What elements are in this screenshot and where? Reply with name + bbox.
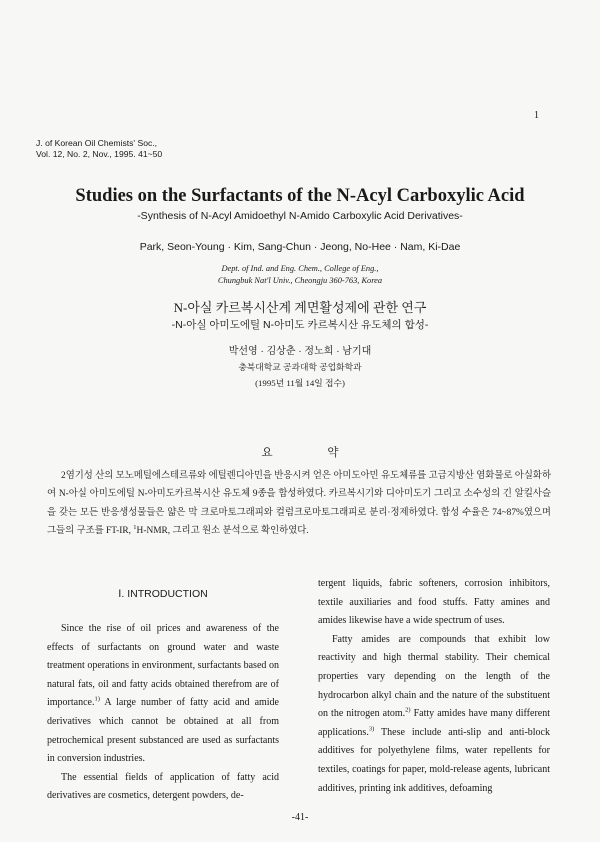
- abstract-body: [47, 467, 551, 541]
- intro-p3-text-c: These include anti-slip and anti-block additives for polyethylene films, water repellents for textiles, coatings for paper, mold-release agents, lubricant additives, printing ink additives, defoaming: [318, 726, 550, 794]
- paper-title: Studies on the Surfactants of the N-Acyl Carboxylic Acid: [75, 186, 525, 206]
- intro-p3-text-a: Fatty amides are compounds that exhibit low reactivity and high thermal stability. Their chemical properties vary depending on the length of the hydrocarbon alkyl chain and the nature of the substituent on the nitrogen atom.: [318, 633, 550, 720]
- journal-line-1: J. of Korean Oil Chemists' Soc.,: [36, 138, 158, 148]
- journal-line-2: Vol. 12, No. 2, Nov., 1995. 41~50: [36, 149, 163, 159]
- intro-p1-text-a: Since the rise of oil prices and awareness of the effects of surfactants on ground water and waste treatment operations in environment, surfactants based on natural fats, oil and fatty acids obtained therefrom are of importance.: [47, 623, 279, 709]
- citation-3: 3): [368, 725, 375, 733]
- page-footer-number: -41-: [291, 812, 309, 823]
- page-number: 1: [534, 110, 539, 121]
- affiliation-line-2: Chungbuk Nat'l Univ., Cheongju 360-763, Korea: [217, 276, 383, 285]
- right-column: [318, 575, 550, 798]
- journal-reference: [36, 138, 162, 160]
- section-heading-introduction: Ⅰ. INTRODUCTION: [118, 588, 208, 600]
- received-date: (1995년 11월 14일 접수): [255, 378, 345, 388]
- korean-affiliation: 충북대학교 공과대학 공업화학과: [238, 362, 362, 372]
- affiliation-line-1: Dept. of Ind. and Eng. Chem., College of Eng.,: [221, 264, 379, 273]
- intro-p1-text-b: A large number of fatty acid and amide derivatives which cannot be obtained at all from petrochemical present substanced are used as surfactants in conversion industries.: [47, 697, 279, 765]
- intro-p3-text-b: Fatty amides have many different applications.: [318, 708, 550, 738]
- korean-author-list: 박선영 · 김상춘 · 정노희 · 남기대: [228, 346, 372, 357]
- author-list: Park, Seon-Young · Kim, Sang-Chun · Jeong, No-Hee · Nam, Ki-Dae: [139, 241, 461, 253]
- abstract-text-b: H-NMR, 그리고 원소 분석으로 확인하였다.: [136, 526, 309, 537]
- paper-subtitle: -Synthesis of N-Acyl Amidoethyl N-Amido Carboxylic Acid Derivatives-: [137, 210, 463, 222]
- intro-paragraph-1: [47, 620, 279, 769]
- citation-2: 2): [405, 706, 411, 714]
- intro-paragraph-2: The essential fields of application of fatty acid derivatives are cosmetics, detergent powders, de-: [47, 771, 279, 802]
- korean-title: N-아실 카르복시산계 계면활성제에 관한 연구: [173, 300, 427, 315]
- abstract-heading: 요 약: [261, 447, 365, 459]
- intro-paragraph-3: [318, 631, 550, 798]
- abstract-text-a: 2염기성 산의 모노메틸에스테르류와 에틸렌디아민을 반응시켜 얻은 아미도아민 유도체류를 고급지방산 염화물로 아실화하여 N-아실 아미도에틸 N-아미도카르복시산 유도체 9종을 합성하였다. 카르복시기와 디아미도기 그리고 소수성의 긴 알킬사슬을 갖는 모든 반응생성물들은 얇은 막 크로마토그래피와 컬럼크로마토그래피로 분리·정제하였다. 합성 수율은 74~87%였으며 그들의 구조를 FT-IR,: [47, 471, 551, 537]
- abstract-superscript: 1: [133, 524, 137, 532]
- citation-1: 1): [94, 696, 100, 704]
- left-column: [47, 620, 279, 806]
- intro-paragraph-2-continued: tergent liquids, fabric softeners, corrosion inhibitors, textile auxiliaries and food stuffs. Fatty amines and amides likewise have a wide spectrum of uses.: [318, 578, 550, 627]
- korean-subtitle: -N-아실 아미도에틸 N-아미도 카르복시산 유도체의 합성-: [171, 319, 429, 331]
